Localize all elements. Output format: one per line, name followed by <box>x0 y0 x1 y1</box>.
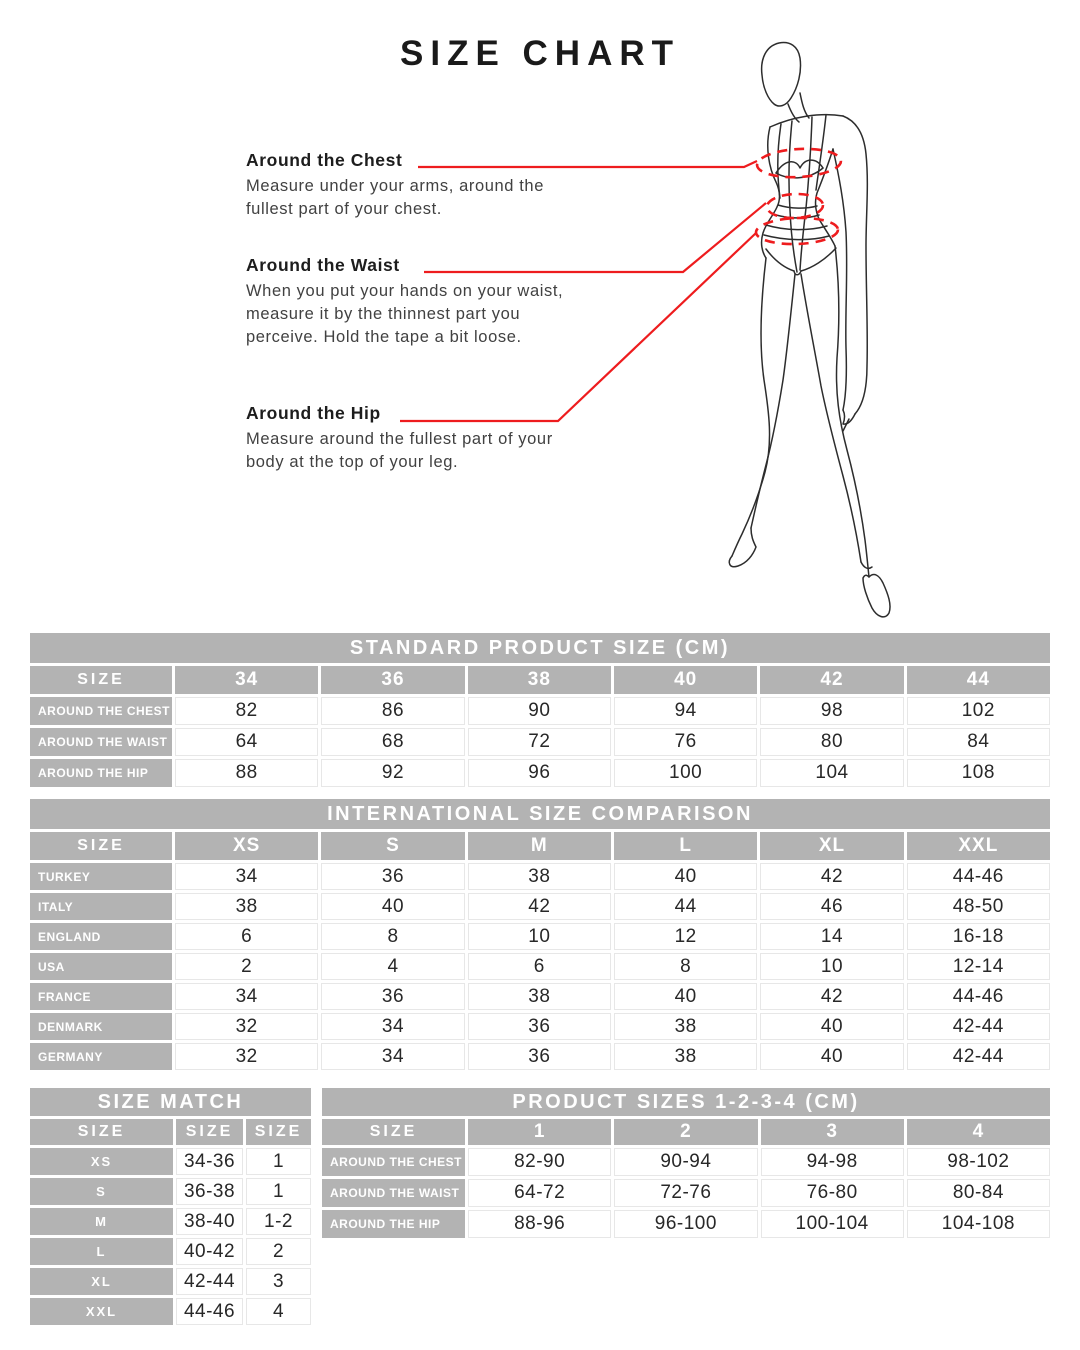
cell-value: 40-42 <box>176 1238 243 1265</box>
cell-value: 4 <box>321 953 464 980</box>
cell-value: 88 <box>175 759 318 787</box>
row-label: XXL <box>30 1298 173 1325</box>
cell-value: 44-46 <box>907 983 1050 1010</box>
cell-value: 94-98 <box>761 1148 904 1176</box>
column-header: XL <box>760 832 903 860</box>
row-label: AROUND THE HIP <box>322 1210 465 1238</box>
guide-waist-line: measure it by the thinnest part you <box>246 305 521 323</box>
cell-value: 36 <box>321 983 464 1010</box>
cell-value: 38-40 <box>176 1208 243 1235</box>
column-header: 1 <box>468 1119 611 1145</box>
row-label: XS <box>30 1148 173 1175</box>
cell-value: 86 <box>321 697 464 725</box>
column-header: S <box>321 832 464 860</box>
size-match-table <box>30 1088 311 1325</box>
cell-value: 44 <box>614 893 757 920</box>
row-label: USA <box>30 953 172 980</box>
cell-value: 6 <box>468 953 611 980</box>
cell-value: 40 <box>760 1043 903 1070</box>
cell-value: 90 <box>468 697 611 725</box>
cell-value: 6 <box>175 923 318 950</box>
row-label: FRANCE <box>30 983 172 1010</box>
row-label: M <box>30 1208 173 1235</box>
cell-value: 34-36 <box>176 1148 243 1175</box>
cell-value: 88-96 <box>468 1210 611 1238</box>
cell-value: 1 <box>246 1148 311 1175</box>
table-title: INTERNATIONAL SIZE COMPARISON <box>30 799 1050 829</box>
croquis-sketch <box>729 43 890 617</box>
cell-value: 8 <box>614 953 757 980</box>
column-header: M <box>468 832 611 860</box>
row-label: S <box>30 1178 173 1205</box>
column-header: 2 <box>614 1119 757 1145</box>
column-header: XS <box>175 832 318 860</box>
corner-header: SIZE <box>30 1119 173 1145</box>
row-label: AROUND THE HIP <box>30 759 172 787</box>
cell-value: 68 <box>321 728 464 756</box>
cell-value: 40 <box>321 893 464 920</box>
row-label: AROUND THE WAIST <box>30 728 172 756</box>
column-header: 4 <box>907 1119 1050 1145</box>
table-title: STANDARD PRODUCT SIZE (CM) <box>30 633 1050 663</box>
guide-waist-line: perceive. Hold the tape a bit loose. <box>246 328 522 346</box>
column-header: 3 <box>761 1119 904 1145</box>
cell-value: 72 <box>468 728 611 756</box>
column-header: 44 <box>907 666 1050 694</box>
guide-chest <box>246 150 626 221</box>
cell-value: 38 <box>614 1043 757 1070</box>
cell-value: 108 <box>907 759 1050 787</box>
row-label: ITALY <box>30 893 172 920</box>
column-header: XXL <box>907 832 1050 860</box>
row-label: AROUND THE WAIST <box>322 1179 465 1207</box>
cell-value: 42 <box>760 983 903 1010</box>
guide-hip <box>246 403 626 474</box>
cell-value: 64-72 <box>468 1179 611 1207</box>
column-header: 38 <box>468 666 611 694</box>
row-label: XL <box>30 1268 173 1295</box>
cell-value: 98 <box>760 697 903 725</box>
cell-value: 8 <box>321 923 464 950</box>
cell-value: 100 <box>614 759 757 787</box>
table-title: PRODUCT SIZES 1-2-3-4 (CM) <box>322 1088 1050 1116</box>
cell-value: 3 <box>246 1268 311 1295</box>
guide-chest-line: fullest part of your chest. <box>246 200 442 218</box>
cell-value: 80-84 <box>907 1179 1050 1207</box>
column-header: L <box>614 832 757 860</box>
row-label: L <box>30 1238 173 1265</box>
international-size-comparison-table <box>30 799 1050 1070</box>
cell-value: 76 <box>614 728 757 756</box>
cell-value: 36-38 <box>176 1178 243 1205</box>
cell-value: 82 <box>175 697 318 725</box>
cell-value: 72-76 <box>614 1179 757 1207</box>
guide-waist-heading: Around the Waist <box>246 255 400 275</box>
row-label: DENMARK <box>30 1013 172 1040</box>
column-header: SIZE <box>176 1119 243 1145</box>
cell-value: 100-104 <box>761 1210 904 1238</box>
cell-value: 36 <box>468 1043 611 1070</box>
cell-value: 16-18 <box>907 923 1050 950</box>
standard-product-size-table <box>30 633 1050 787</box>
guide-waist <box>246 255 626 349</box>
cell-value: 42 <box>760 863 903 890</box>
cell-value: 46 <box>760 893 903 920</box>
cell-value: 84 <box>907 728 1050 756</box>
product-sizes-1-2-3-4-table <box>322 1088 1050 1238</box>
column-header: 42 <box>760 666 903 694</box>
cell-value: 2 <box>246 1238 311 1265</box>
cell-value: 34 <box>175 863 318 890</box>
cell-value: 104-108 <box>907 1210 1050 1238</box>
cell-value: 2 <box>175 953 318 980</box>
cell-value: 36 <box>468 1013 611 1040</box>
cell-value: 42 <box>468 893 611 920</box>
cell-value: 40 <box>614 863 757 890</box>
corner-header: SIZE <box>322 1119 465 1145</box>
cell-value: 44-46 <box>176 1298 243 1325</box>
row-label: AROUND THE CHEST <box>30 697 172 725</box>
cell-value: 76-80 <box>761 1179 904 1207</box>
cell-value: 32 <box>175 1013 318 1040</box>
row-label: ENGLAND <box>30 923 172 950</box>
column-header: 34 <box>175 666 318 694</box>
cell-value: 40 <box>760 1013 903 1040</box>
cell-value: 42-44 <box>907 1043 1050 1070</box>
cell-value: 4 <box>246 1298 311 1325</box>
cell-value: 32 <box>175 1043 318 1070</box>
corner-header: SIZE <box>30 832 172 860</box>
cell-value: 36 <box>321 863 464 890</box>
row-label: AROUND THE CHEST <box>322 1148 465 1176</box>
column-header: 40 <box>614 666 757 694</box>
column-header: 36 <box>321 666 464 694</box>
table-title: SIZE MATCH <box>30 1088 311 1116</box>
cell-value: 96-100 <box>614 1210 757 1238</box>
cell-value: 12-14 <box>907 953 1050 980</box>
cell-value: 34 <box>321 1013 464 1040</box>
cell-value: 98-102 <box>907 1148 1050 1176</box>
cell-value: 14 <box>760 923 903 950</box>
guide-chest-line: Measure under your arms, around the <box>246 177 544 195</box>
row-label: TURKEY <box>30 863 172 890</box>
guide-hip-line: Measure around the fullest part of your <box>246 430 553 448</box>
cell-value: 38 <box>468 983 611 1010</box>
cell-value: 102 <box>907 697 1050 725</box>
cell-value: 96 <box>468 759 611 787</box>
cell-value: 34 <box>175 983 318 1010</box>
cell-value: 44-46 <box>907 863 1050 890</box>
cell-value: 92 <box>321 759 464 787</box>
cell-value: 38 <box>614 1013 757 1040</box>
guide-hip-line: body at the top of your leg. <box>246 453 459 471</box>
cell-value: 94 <box>614 697 757 725</box>
guide-hip-heading: Around the Hip <box>246 403 381 423</box>
cell-value: 10 <box>468 923 611 950</box>
cell-value: 48-50 <box>907 893 1050 920</box>
cell-value: 10 <box>760 953 903 980</box>
cell-value: 104 <box>760 759 903 787</box>
cell-value: 1 <box>246 1178 311 1205</box>
corner-header: SIZE <box>30 666 172 694</box>
cell-value: 82-90 <box>468 1148 611 1176</box>
cell-value: 42-44 <box>907 1013 1050 1040</box>
guide-chest-heading: Around the Chest <box>246 150 403 170</box>
cell-value: 38 <box>468 863 611 890</box>
cell-value: 64 <box>175 728 318 756</box>
cell-value: 42-44 <box>176 1268 243 1295</box>
cell-value: 90-94 <box>614 1148 757 1176</box>
cell-value: 38 <box>175 893 318 920</box>
row-label: GERMANY <box>30 1043 172 1070</box>
page-title: SIZE CHART <box>400 34 680 73</box>
cell-value: 80 <box>760 728 903 756</box>
cell-value: 12 <box>614 923 757 950</box>
cell-value: 34 <box>321 1043 464 1070</box>
cell-value: 1-2 <box>246 1208 311 1235</box>
cell-value: 40 <box>614 983 757 1010</box>
column-header: SIZE <box>246 1119 311 1145</box>
guide-waist-line: When you put your hands on your waist, <box>246 282 564 300</box>
